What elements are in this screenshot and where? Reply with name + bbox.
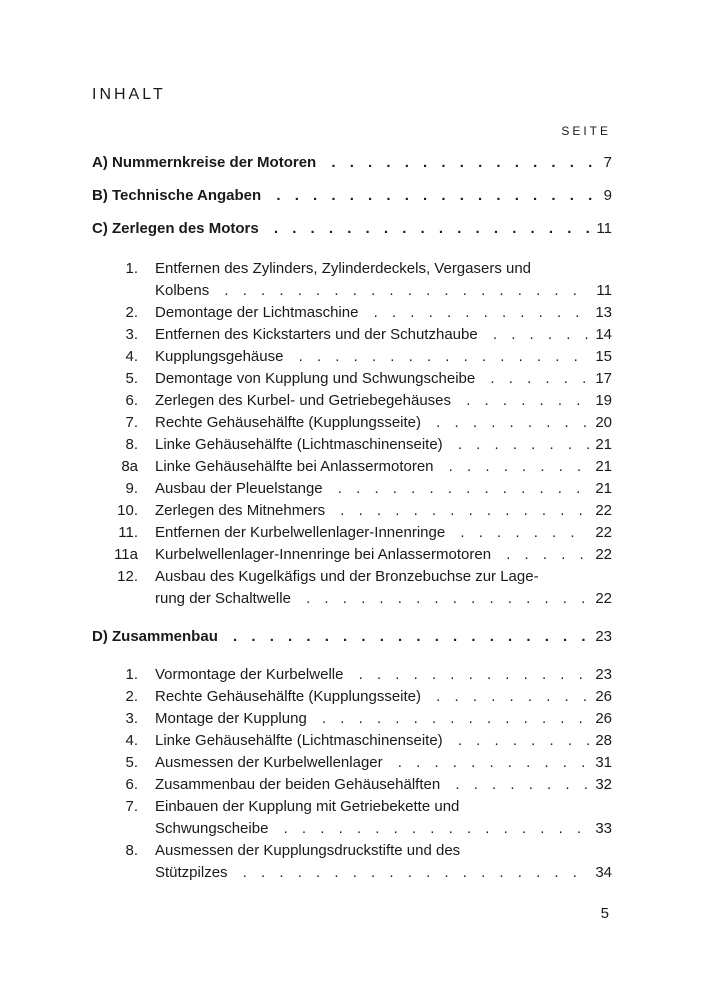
item-page: 33 [589, 818, 612, 840]
toc-item-c8[interactable] [0, 434, 706, 456]
item-page: 19 [589, 390, 612, 412]
item-page: 13 [589, 302, 612, 324]
toc-item-d1[interactable] [0, 664, 706, 686]
item-number: 3. [125, 326, 138, 343]
item-page: 32 [589, 774, 612, 796]
item-label: Entfernen des Kickstarters und der Schutzhaube [155, 326, 484, 343]
item-number: 10. [117, 502, 138, 519]
section-label: B) Technische Angaben [92, 187, 267, 204]
item-number: 2. [125, 304, 138, 321]
item-label: Ausmessen der Kupplungsdruckstifte und des [155, 842, 466, 859]
item-label: Schwungscheibe [155, 820, 274, 837]
section-label: A) Nummernkreise der Motoren [92, 154, 322, 171]
item-number: 4. [125, 348, 138, 365]
toc-item-c8a[interactable] [0, 456, 706, 478]
item-page: 21 [589, 456, 612, 478]
toc-section-b[interactable] [0, 185, 706, 207]
item-page: 14 [589, 324, 612, 346]
toc-item-c9[interactable] [0, 478, 706, 500]
toc-item-c11a[interactable] [0, 544, 706, 566]
item-label: rung der Schaltwelle [155, 590, 297, 607]
item-label: Linke Gehäusehälfte bei Anlassermotoren [155, 458, 440, 475]
item-number: 8. [125, 436, 138, 453]
item-page: 15 [589, 346, 612, 368]
item-label: Entfernen des Zylinders, Zylinderdeckels, Vergasers und [155, 260, 537, 277]
item-page: 11 [590, 280, 612, 302]
item-label: Rechte Gehäusehälfte (Kupplungsseite) [155, 688, 427, 705]
item-label: Linke Gehäusehälfte (Lichtmaschinenseite) [155, 436, 449, 453]
section-page: 23 [589, 626, 612, 648]
item-number: 8. [125, 842, 138, 859]
item-label: Kupplungsgehäuse [155, 348, 289, 365]
item-label: Demontage der Lichtmaschine [155, 304, 364, 321]
section-label: C) Zerlegen des Motors [92, 220, 265, 237]
page-number: 5 [600, 905, 609, 922]
item-number: 2. [125, 688, 138, 705]
item-page: 34 [589, 862, 612, 884]
toc-item-d7-cont[interactable] [0, 818, 706, 840]
toc-section-c[interactable] [0, 218, 706, 240]
item-label: Stützpilzes [155, 864, 234, 881]
toc-item-d2[interactable] [0, 686, 706, 708]
item-number: 7. [125, 798, 138, 815]
toc-item-c2[interactable] [0, 302, 706, 324]
item-label: Ausbau des Kugelkäfigs und der Bronzebuchse zur Lage- [155, 568, 545, 585]
item-label: Linke Gehäusehälfte (Lichtmaschinenseite) [155, 732, 449, 749]
item-label: Rechte Gehäusehälfte (Kupplungsseite) [155, 414, 427, 431]
toc-item-c11[interactable] [0, 522, 706, 544]
item-label: Ausbau der Pleuelstange [155, 480, 329, 497]
toc-item-c4[interactable] [0, 346, 706, 368]
toc-item-c1-cont[interactable] [0, 280, 706, 302]
item-page: 31 [589, 752, 612, 774]
item-label: Zerlegen des Mitnehmers [155, 502, 331, 519]
item-number: 5. [125, 754, 138, 771]
section-page: 9 [598, 185, 612, 207]
section-label: D) Zusammenbau [92, 628, 224, 645]
toc-item-c6[interactable] [0, 390, 706, 412]
toc-item-d5[interactable] [0, 752, 706, 774]
item-number: 1. [125, 260, 138, 277]
item-label: Einbauen der Kupplung mit Getriebekette und [155, 798, 465, 815]
page-title: INHALT [92, 86, 166, 103]
item-page: 21 [589, 478, 612, 500]
toc-section-d[interactable] [0, 626, 706, 648]
item-label: Montage der Kupplung [155, 710, 313, 727]
toc-item-d8[interactable] [0, 840, 706, 862]
toc-item-c10[interactable] [0, 500, 706, 522]
toc-item-d3[interactable] [0, 708, 706, 730]
item-number: 8a [121, 458, 138, 475]
toc-item-c5[interactable] [0, 368, 706, 390]
item-number: 5. [125, 370, 138, 387]
toc-item-d6[interactable] [0, 774, 706, 796]
item-label: Kolbens [155, 282, 215, 299]
item-number: 11. [118, 524, 138, 541]
toc-section-a[interactable] [0, 152, 706, 174]
item-page: 20 [589, 412, 612, 434]
item-label: Entfernen der Kurbelwellenlager-Innenringe [155, 524, 451, 541]
item-number: 9. [125, 480, 138, 497]
item-number: 1. [125, 666, 138, 683]
page-column-header: SEITE [561, 124, 611, 138]
toc-item-c12-cont[interactable] [0, 588, 706, 610]
item-number: 3. [125, 710, 138, 727]
item-number: 6. [125, 776, 138, 793]
section-page: 11 [590, 218, 612, 240]
item-label: Zerlegen des Kurbel- und Getriebegehäuses [155, 392, 457, 409]
item-page: 23 [589, 664, 612, 686]
item-page: 21 [589, 434, 612, 456]
toc-item-c3[interactable] [0, 324, 706, 346]
item-page: 28 [589, 730, 612, 752]
item-label: Vormontage der Kurbelwelle [155, 666, 349, 683]
item-label: Ausmessen der Kurbelwellenlager [155, 754, 389, 771]
item-page: 22 [589, 500, 612, 522]
item-page: 17 [589, 368, 612, 390]
item-page: 22 [589, 522, 612, 544]
toc-item-d7[interactable] [0, 796, 706, 818]
section-page: 7 [598, 152, 612, 174]
toc-item-d4[interactable] [0, 730, 706, 752]
item-page: 26 [589, 708, 612, 730]
item-page: 22 [589, 544, 612, 566]
item-number: 12. [117, 568, 138, 585]
item-label: Zusammenbau der beiden Gehäusehälften [155, 776, 446, 793]
toc-item-c1[interactable] [0, 258, 706, 280]
item-number: 6. [125, 392, 138, 409]
toc-item-d8-cont[interactable] [0, 862, 706, 884]
item-page: 26 [589, 686, 612, 708]
toc-item-c7[interactable] [0, 412, 706, 434]
item-number: 4. [125, 732, 138, 749]
item-number: 7. [125, 414, 138, 431]
item-label: Demontage von Kupplung und Schwungscheibe [155, 370, 481, 387]
toc-item-c12[interactable] [0, 566, 706, 588]
item-number: 11a [114, 546, 138, 563]
item-page: 22 [589, 588, 612, 610]
item-label: Kurbelwellenlager-Innenringe bei Anlassermotoren [155, 546, 497, 563]
